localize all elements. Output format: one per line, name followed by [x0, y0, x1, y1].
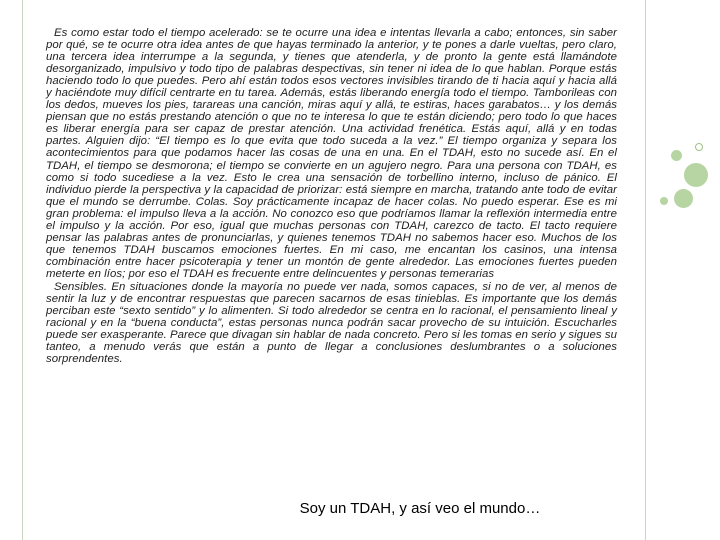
right-border-line: [645, 0, 646, 540]
decorative-circle: [660, 197, 668, 205]
paragraph: Es como estar todo el tiempo acelerado: se te ocurre una idea e intentas llevarla a cabo; entonces, sin saber por qué, se te ocurre otra idea antes de que hayas terminado la anterior, y te pones a darle vueltas, pero claro, una tercera idea interrumpe a la segunda, y tienes que atenderla, y de pronto la gente está llamándote desorganizado, impulsivo y todo tipo de palabras despectivas, sin tener ni idea de lo que hablan. Porque estás haciendo todo lo que puedes. Pero ahí están todos esos vectores invisibles tirando de ti hacia aquí y hacia allá y haciéndote muy difícil centrarte en tu tarea. Además, estás liberando energía todo el tiempo. Tamborileas con los dedos, mueves los pies, tarareas una canción, miras aquí y allá, te estiras, haces garabatos… y los demás piensan que no estás prestando atención o que no te interesa lo que te están diciendo; pero todo lo que haces es liberar energía para ser capaz de prestar atención. Una actividad frenética. Estás aquí, allá y en todas partes. Alguien dijo: “El tiempo es lo que evita que todo suceda a la vez.” El tiempo organiza y separa los acontecimientos para que podamos hacer las cosas de una en una. En el TDAH, esto no sucede así. En el TDAH, el tiempo se desmorona; el tiempo se convierte en un agujero negro. Para una persona con TDAH, es como si todo sucediese a la vez. Esto le crea una sensación de torbellino interno, incluso de pánico. El individuo pierde la perspectiva y la capacidad de priorizar: está siempre en marcha, tratando ante todo de evitar que el mundo se derrumbe. Colas. Soy prácticamente incapaz de hacer colas. No puedo esperar. Ese es mi gran problema: el impulso lleva a la acción. No conozco eso que podríamos llamar la reflexión intermedia entre el impulso y la acción. Por eso, igual que muchas personas con TDAH, carezco de tacto. El tacto requiere pensar las palabras antes de pronunciarlas, y quienes tenemos TDAH no sabemos hacer eso. Muchos de los que tenemos TDAH buscamos emociones fuertes. En mi caso, me encantan los casinos, una intensa combinación entre hacer psicoterapia y tener un montón de gente alrededor. Las emociones fuertes pueden meterte en líos; por eso el TDAH es frecuente entre delincuentes y personas temerarias: [46, 27, 617, 280]
decorative-ring: [695, 143, 703, 151]
decorative-circle: [684, 163, 708, 187]
decorative-circle: [671, 150, 682, 161]
left-border-line: [22, 0, 23, 540]
footer-caption: Soy un TDAH, y así veo el mundo…: [299, 500, 541, 517]
paragraph: Sensibles. En situaciones donde la mayoría no puede ver nada, somos capaces, si no de ver, al menos de sentir la luz y de encontrar respuestas que parecen sacarnos de esas tinieblas. Es importante que los demás perciban este “sexto sentido” y lo alimenten. Si todo alrededor se centra en lo racional, el pensamiento lineal y racional y en la “buena conducta”, estas personas nunca podrán sacar provecho de su intuición. Escucharles puede ser exasperante. Parece que divagan sin hablar de nada concreto. Pero si les tomas en serio y sigues su tanteo, a menudo verás que están a punto de llegar a conclusiones deslumbrantes o a soluciones sorprendentes.: [46, 280, 617, 366]
body-text: [46, 27, 617, 365]
decorative-circle: [674, 189, 693, 208]
